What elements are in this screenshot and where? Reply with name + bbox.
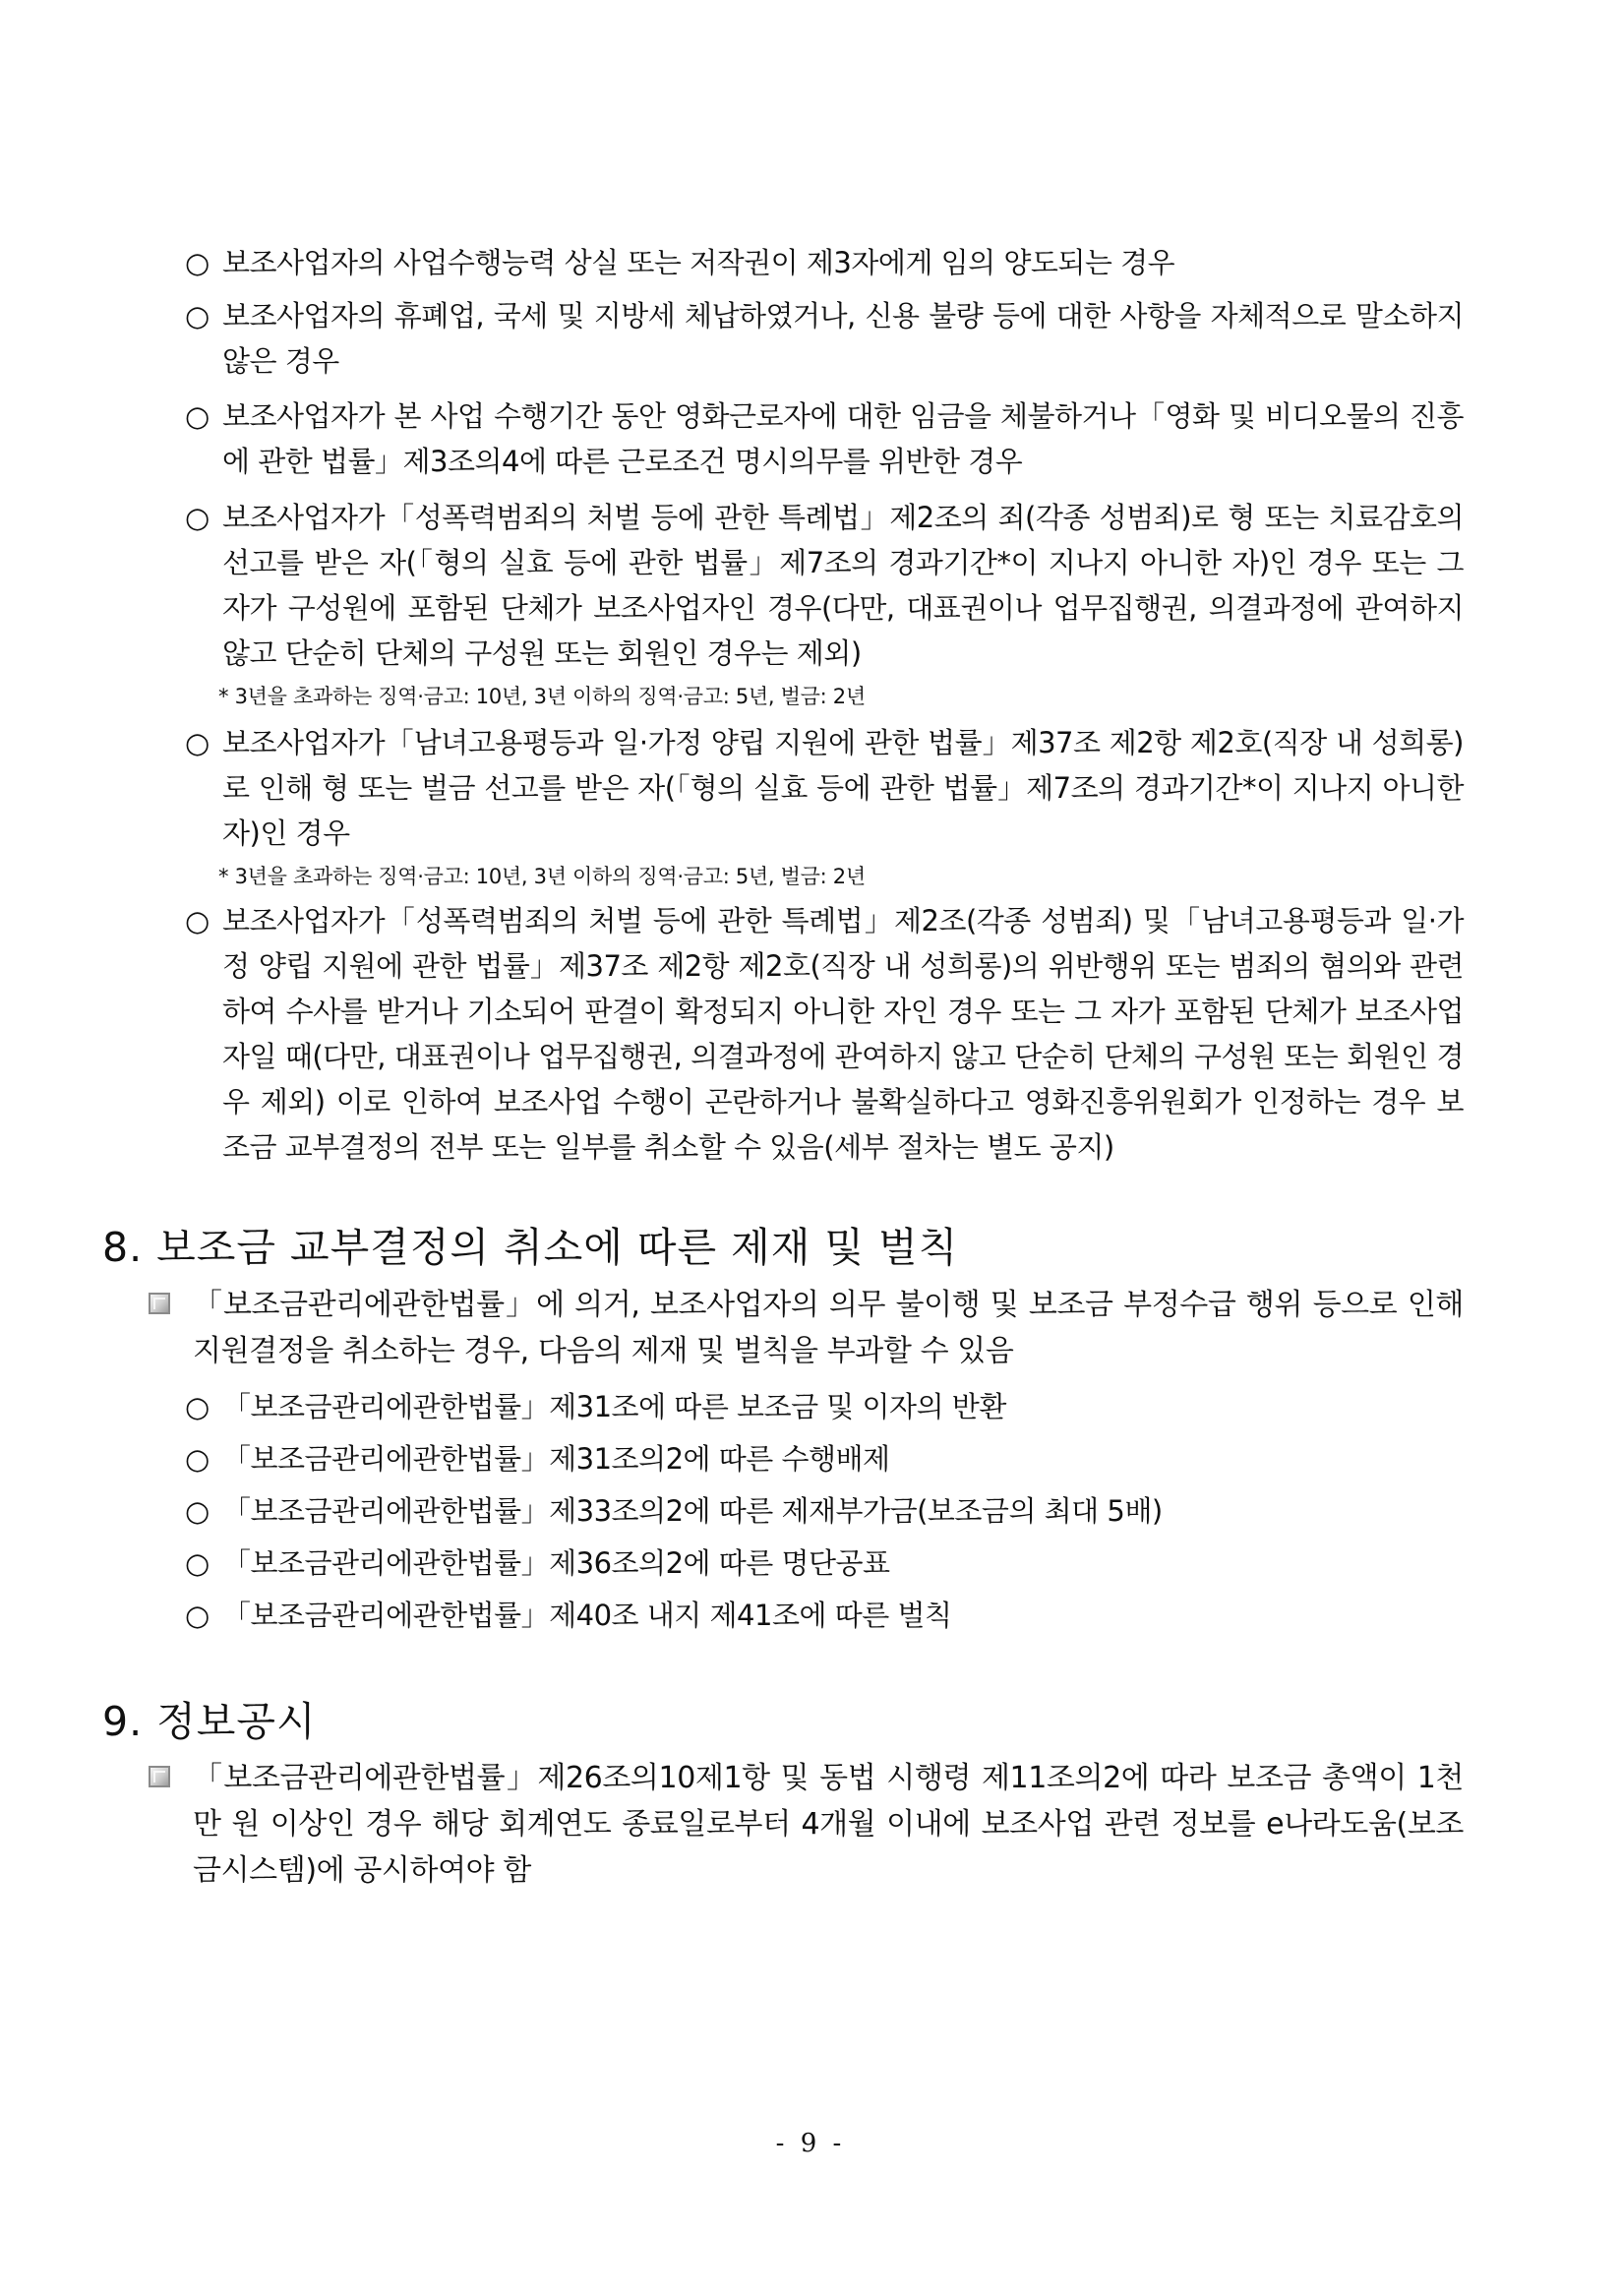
circle-bullet-icon: ○ — [185, 299, 210, 332]
circle-bullet-icon: ○ — [185, 1494, 210, 1528]
condition-text: 보조사업자가「남녀고용평등과 일·가정 양립 지원에 관한 법률」제37조 제2항 제2호(직장 내 성희롱)로 인해 형 또는 벌금 선고를 받은 자(「형의 실효 등에 관한 법률」제7조의 경과기간*이 지나지 아니한 자)인 경우 — [222, 726, 1464, 850]
checkbox-square-icon — [149, 1766, 170, 1787]
condition-text: 보조사업자가「성폭력범죄의 처벌 등에 관한 특례법」제2조의 죄(각종 성범죄)로 형 또는 치료감호의 선고를 받은 자(「형의 실효 등에 관한 법률」제7조의 경과기간*이 지나지 아니한 자)인 경우 또는 그 자가 구성원에 포함된 단체가 보조사업자인 경우(다만, 대표권이나 업무집행권, 의결과정에 관여하지 않고 단순히 단체의 구성원 또는 회원인 경우는 제외) — [222, 501, 1464, 670]
circle-bullet-icon: ○ — [185, 1390, 210, 1423]
checkbox-square-icon — [149, 1293, 170, 1314]
circle-bullet-icon: ○ — [185, 1442, 210, 1476]
sanction-item — [185, 1593, 1464, 1638]
footnote: * 3년을 초과하는 징역·금고: 10년, 3년 이하의 징역·금고: 5년, 벌금: 2년 — [218, 865, 866, 888]
section-heading: 8. 보조금 교부결정의 취소에 따른 제재 및 벌칙 — [102, 1224, 959, 1271]
condition-item — [185, 393, 1464, 484]
circle-bullet-icon: ○ — [185, 1546, 210, 1580]
condition-item — [185, 293, 1464, 384]
sanction-text: 「보조금관리에관한법률」제33조의2에 따른 제재부가금(보조금의 최대 5배) — [222, 1494, 1163, 1528]
sanction-text: 「보조금관리에관한법률」제36조의2에 따른 명단공표 — [222, 1546, 890, 1580]
condition-item — [185, 495, 1464, 676]
paragraph-text: 「보조금관리에관한법률」에 의거, 보조사업자의 의무 불이행 및 보조금 부정수급 행위 등으로 인해 지원결정을 취소하는 경우, 다음의 제재 및 벌칙을 부과할 수 있음 — [193, 1288, 1464, 1368]
paragraph-text: 「보조금관리에관한법률」제26조의10제1항 및 동법 시행령 제11조의2에 따라 보조금 총액이 1천만 원 이상인 경우 해당 회계연도 종료일로부터 4개월 이내에 보조사업 관련 정보를 e나라도움(보조금시스템)에 공시하여야 함 — [193, 1761, 1464, 1888]
circle-bullet-icon: ○ — [185, 246, 210, 279]
sanction-item — [185, 1541, 1464, 1586]
section-paragraph — [146, 1755, 1464, 1894]
condition-text: 보조사업자의 사업수행능력 상실 또는 저작권이 제3자에게 임의 양도되는 경우 — [222, 246, 1175, 279]
section-heading: 9. 정보공시 — [102, 1698, 317, 1745]
footnote: * 3년을 초과하는 징역·금고: 10년, 3년 이하의 징역·금고: 5년, 벌금: 2년 — [218, 685, 866, 708]
sanction-item — [185, 1436, 1464, 1481]
sanction-item — [185, 1384, 1464, 1429]
sanction-text: 「보조금관리에관한법률」제40조 내지 제41조에 따른 벌칙 — [222, 1599, 952, 1632]
condition-item — [185, 720, 1464, 856]
circle-bullet-icon: ○ — [185, 501, 210, 534]
circle-bullet-icon: ○ — [185, 726, 210, 759]
condition-text: 보조사업자의 휴폐업, 국세 및 지방세 체납하였거나, 신용 불량 등에 대한 사항을 자체적으로 말소하지 않은 경우 — [222, 299, 1464, 378]
sanction-text: 「보조금관리에관한법률」제31조의2에 따른 수행배제 — [222, 1442, 890, 1476]
page-number: - 9 - — [775, 2129, 846, 2158]
section-paragraph — [146, 1282, 1464, 1374]
condition-text: 보조사업자가 본 사업 수행기간 동안 영화근로자에 대한 임금을 체불하거나「영화 및 비디오물의 진흥에 관한 법률」제3조의4에 따른 근로조건 명시의무를 위반한 경우 — [222, 399, 1464, 478]
condition-item — [185, 898, 1464, 1170]
circle-bullet-icon: ○ — [185, 1599, 210, 1632]
sanction-text: 「보조금관리에관한법률」제31조에 따른 보조금 및 이자의 반환 — [222, 1390, 1006, 1423]
sanction-item — [185, 1488, 1464, 1534]
condition-text: 보조사업자가「성폭력범죄의 처벌 등에 관한 특례법」제2조(각종 성범죄) 및「남녀고용평등과 일·가정 양립 지원에 관한 법률」제37조 제2항 제2호(직장 내 성희롱)의 위반행위 또는 범죄의 혐의와 관련하여 수사를 받거나 기소되어 판결이 확정되지 아니한 자인 경우 또는 그 자가 포함된 단체가 보조사업자일 때(다만, 대표권이나 업무집행권, 의결과정에 관여하지 않고 단순히 단체의 구성원 또는 회원인 경우 제외) 이로 인하여 보조사업 수행이 곤란하거나 불확실하다고 영화진흥위원회가 인정하는 경우 보조금 교부결정의 전부 또는 일부를 취소할 수 있음(세부 절차는 별도 공지) — [222, 904, 1464, 1164]
condition-item — [185, 240, 1464, 285]
circle-bullet-icon: ○ — [185, 904, 210, 937]
circle-bullet-icon: ○ — [185, 399, 210, 433]
